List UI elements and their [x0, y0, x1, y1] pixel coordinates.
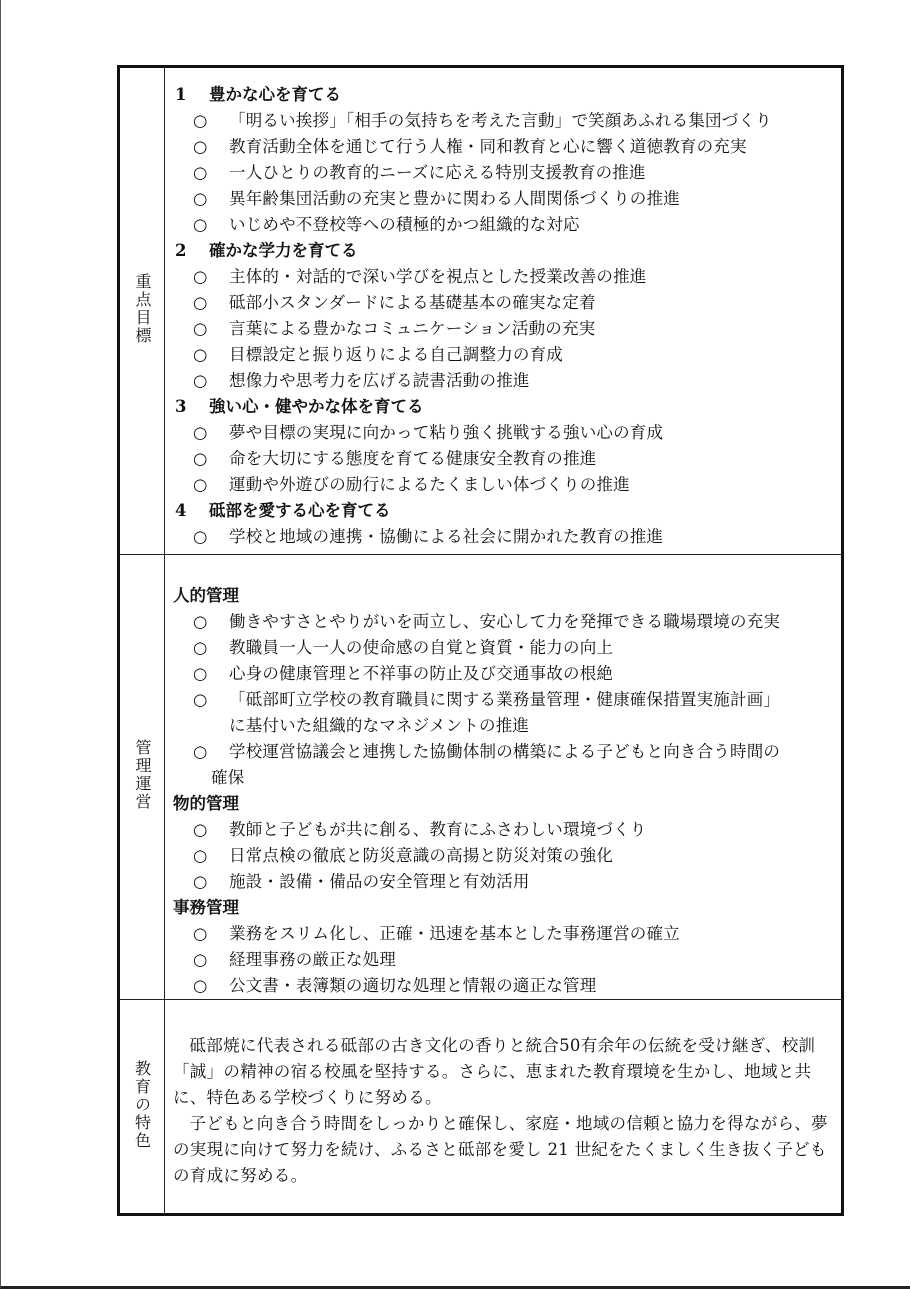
goal-item-text: 教育活動全体を通じて行う人権・同和教育と心に響く道徳教育の充実	[229, 137, 747, 156]
management-label: 管理運営	[133, 739, 152, 811]
management-item-text	[229, 869, 530, 895]
goals-row	[119, 67, 843, 555]
goal-title: 砥部を愛する心を育てる	[209, 501, 391, 520]
management-item-text	[229, 661, 613, 687]
features-label-cell	[119, 1000, 165, 1215]
goal-heading	[173, 498, 837, 524]
goals-label: 重点目標	[133, 273, 152, 345]
bullet-mark: ○	[193, 950, 208, 969]
goal-item	[173, 420, 837, 446]
features-row	[119, 1000, 843, 1215]
goal-item	[173, 472, 837, 498]
bullet-mark: ○	[193, 189, 208, 208]
goals-label-cell	[119, 67, 165, 555]
bullet-mark: ○	[193, 111, 208, 130]
bullet-mark: ○	[193, 449, 208, 468]
management-item-line: に基付いた組織的なマネジメントの推進	[229, 716, 530, 735]
features-body	[165, 1000, 843, 1215]
goal-item-text: 命を大切にする態度を育てる健康安全教育の推進	[229, 449, 597, 468]
management-item-text	[229, 973, 596, 999]
goal-item	[173, 290, 837, 316]
management-item-text	[229, 687, 780, 739]
bullet-mark: ○	[193, 319, 208, 338]
goal-number: 2	[175, 241, 187, 260]
management-item-line: 教職員一人一人の使命感の自覚と資質・能力の向上	[229, 638, 614, 657]
management-item-text	[229, 609, 780, 635]
bullet-mark: ○	[193, 475, 208, 494]
goal-item	[173, 524, 837, 550]
bullet-mark: ○	[193, 846, 208, 865]
goal-item	[173, 186, 837, 212]
goal-item-text: 学校と地域の連携・協働による社会に開かれた教育の推進	[229, 527, 664, 546]
management-item-text	[229, 635, 613, 661]
management-item	[173, 661, 837, 687]
management-item-line: 経理事務の厳正な処理	[229, 950, 396, 969]
management-item-text	[229, 817, 647, 843]
management-group-title: 物的管理	[173, 794, 239, 813]
goals-body	[165, 67, 843, 555]
goal-item-text: 運動や外遊びの励行によるたくましい体づくりの推進	[229, 475, 630, 494]
goal-item-text: 主体的・対話的で深い学びを視点とした授業改善の推進	[229, 267, 647, 286]
management-item-line: 「砥部町立学校の教育職員に関する業務量管理・健康確保措置実施計画」	[229, 690, 781, 709]
goal-item	[173, 212, 837, 238]
management-item	[173, 973, 837, 999]
bullet-mark: ○	[193, 137, 208, 156]
management-item-line: 心身の健康管理と不祥事の防止及び交通事故の根絶	[229, 664, 614, 683]
management-row	[119, 555, 843, 1000]
bullet-mark: ○	[193, 612, 208, 631]
bullet-mark: ○	[193, 345, 208, 364]
management-item	[173, 921, 837, 947]
bullet-mark: ○	[193, 423, 208, 442]
bullet-mark: ○	[193, 664, 208, 683]
feature-paragraph: 子どもと向き合う時間をしっかりと確保し、家庭・地域の信頼と協力を得ながら、夢の実現に向けて努力を続け、ふるさと砥部を愛し 21 世紀をたくましく生き抜く子どもの育成に努める。	[173, 1114, 828, 1185]
goal-number: 4	[175, 501, 187, 520]
management-item	[173, 609, 837, 635]
management-group-title: 事務管理	[173, 898, 239, 917]
management-item-line: 施設・設備・備品の安全管理と有効活用	[229, 872, 530, 891]
goal-item	[173, 342, 837, 368]
features-label: 教育の特色	[132, 1059, 152, 1150]
bullet-mark: ○	[193, 638, 208, 657]
management-item	[173, 843, 837, 869]
goal-item-text: いじめや不登校等への積極的かつ組織的な対応	[229, 215, 580, 234]
goal-heading	[173, 238, 837, 264]
goal-item	[173, 368, 837, 394]
management-item-line: 学校運営協議会と連携した協働体制の構築による子どもと向き合う時間の	[229, 742, 781, 761]
goal-item-text: 想像力や思考力を広げる読書活動の推進	[229, 371, 530, 390]
school-plan-table	[117, 65, 844, 1216]
goal-item	[173, 446, 837, 472]
management-item	[173, 739, 837, 791]
management-item	[173, 635, 837, 661]
bullet-mark: ○	[193, 872, 208, 891]
bullet-mark: ○	[193, 293, 208, 312]
management-item	[173, 687, 837, 739]
management-body	[165, 555, 843, 1000]
bullet-mark: ○	[193, 163, 208, 182]
goal-item-text: 言葉による豊かなコミュニケーション活動の充実	[229, 319, 596, 338]
goal-item	[173, 160, 837, 186]
goal-item-text: 異年齢集団活動の充実と豊かに関わる人間関係づくりの推進	[229, 189, 680, 208]
management-item-line: 働きやすさとやりがいを両立し、安心して力を発揮できる職場環境の充実	[229, 612, 781, 631]
management-item-line: 確保	[211, 768, 245, 787]
bullet-mark: ○	[193, 820, 208, 839]
management-item	[173, 817, 837, 843]
goal-heading	[173, 394, 837, 420]
goal-item	[173, 264, 837, 290]
management-item-line: 公文書・表簿類の適切な処理と情報の適正な管理	[229, 976, 597, 995]
bullet-mark: ○	[193, 527, 208, 546]
management-item-text	[211, 739, 781, 791]
bullet-mark: ○	[193, 742, 208, 761]
management-item-text	[229, 843, 613, 869]
goal-item-text: 砥部小スタンダードによる基礎基本の確実な定着	[229, 293, 596, 312]
goal-title: 強い心・健やかな体を育てる	[209, 397, 424, 416]
management-item-line: 教師と子どもが共に創る、教育にふさわしい環境づくり	[229, 820, 647, 839]
management-item-text	[229, 947, 396, 973]
bullet-mark: ○	[193, 924, 208, 943]
goal-heading	[173, 82, 837, 108]
management-group-title: 人的管理	[173, 586, 239, 605]
goal-item-text: 一人ひとりの教育的ニーズに応える特別支援教育の推進	[229, 163, 646, 182]
bullet-mark: ○	[193, 976, 208, 995]
management-item-text	[229, 921, 680, 947]
feature-paragraph: 砥部焼に代表される砥部の古き文化の香りと統合50有余年の伝統を受け継ぎ、校訓「誠」の精神の宿る校風を堅持する。さらに、恵まれた教育環境を生かし、地域と共に、特色ある学校づくりに努める。	[173, 1036, 816, 1107]
goal-number: 3	[175, 397, 187, 416]
goal-item-text: 「明るい挨拶」「相手の気持ちを考えた言動」で笑顔あふれる集団づくり	[229, 111, 772, 130]
management-item	[173, 947, 837, 973]
management-label-cell	[119, 555, 165, 1000]
management-item	[173, 869, 837, 895]
bullet-mark: ○	[193, 267, 208, 286]
goal-title: 確かな学力を育てる	[209, 241, 358, 260]
goal-item	[173, 134, 837, 160]
management-item-line: 日常点検の徹底と防災意識の高揚と防災対策の強化	[229, 846, 614, 865]
goal-item	[173, 316, 837, 342]
bullet-mark: ○	[193, 215, 208, 234]
bullet-mark: ○	[193, 371, 208, 390]
goal-number: 1	[175, 85, 187, 104]
goal-item-text: 目標設定と振り返りによる自己調整力の育成	[229, 345, 563, 364]
management-item-line: 業務をスリム化し、正確・迅速を基本とした事務運営の確立	[229, 924, 680, 943]
bullet-mark: ○	[193, 690, 208, 709]
goal-item-text: 夢や目標の実現に向かって粘り強く挑戦する強い心の育成	[229, 423, 664, 442]
goal-item	[173, 108, 837, 134]
goal-title: 豊かな心を育てる	[209, 85, 341, 104]
